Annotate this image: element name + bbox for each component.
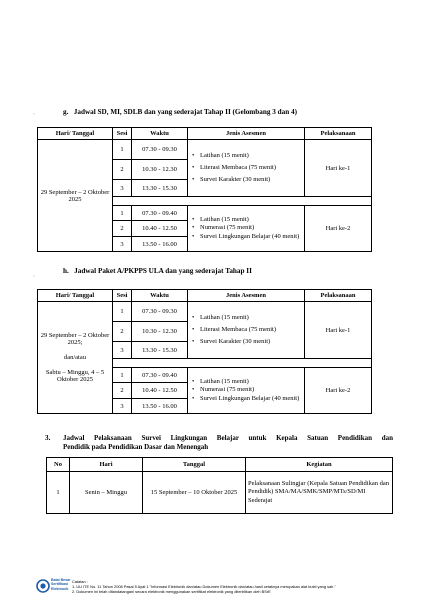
waktu-cell: 07.30 - 09.30	[132, 302, 188, 322]
pelaksanaan-cell: Hari ke-2	[305, 368, 372, 414]
waktu-cell: 13.30 - 15.30	[132, 180, 188, 197]
asesmen-item: • Survei Lingkungan Belajar (40 menit)	[200, 233, 302, 242]
asesmen-item: • Survei Lingkungan Belajar (40 menit)	[200, 395, 302, 404]
bsre-logo	[36, 576, 70, 600]
margin-tick: `	[33, 276, 35, 282]
table-row	[38, 140, 372, 160]
asesmen-item: • Literasi Membaca (75 menit)	[200, 324, 302, 336]
kegiatan-cell: Pelaksanaan Sulingjar (Kepala Satuan Pendidikan dan Pendidik) SMA/MA/SMK/SMP/MTs/SD/MI Sederajat	[246, 472, 393, 514]
tanggal-cell: 15 September – 10 Oktober 2025	[143, 472, 246, 514]
waktu-cell: 10.30 - 12.30	[132, 322, 188, 342]
table-header-row	[38, 128, 372, 140]
schedule-table-h	[37, 289, 372, 414]
waktu-cell: 10.40 - 12.50	[132, 221, 188, 237]
asesmen-item: • Latihan (15 menit)	[200, 378, 302, 387]
margin-tick: `	[33, 114, 35, 120]
waktu-cell: 07.30 - 09.40	[132, 206, 188, 221]
asesmen-item: • Latihan (15 menit)	[200, 150, 302, 162]
table-row	[47, 472, 393, 514]
sesi-cell: 1	[113, 140, 132, 160]
asesmen-cell	[188, 206, 305, 252]
header-jenis-asesmen: Jenis Asesmen	[188, 128, 305, 140]
header-waktu: Waktu	[132, 290, 188, 302]
asesmen-item: • Survei Karakter (30 menit)	[200, 336, 302, 348]
section-3-number: 3.	[45, 434, 51, 442]
asesmen-item: • Literasi Membaca (75 menit)	[200, 162, 302, 174]
sulingjar-table	[46, 457, 393, 514]
header-pelaksanaan: Pelaksanaan	[305, 128, 372, 140]
header-jenis-asesmen: Jenis Asesmen	[188, 290, 305, 302]
sesi-cell: 3	[113, 342, 132, 359]
asesmen-cell	[188, 302, 305, 359]
asesmen-item: • Numerasi (75 menit)	[200, 386, 302, 395]
sesi-cell: 2	[113, 383, 132, 399]
table-header-row	[47, 458, 393, 472]
section-g-title: g. Jadwal SD, MI, SDLB dan yang sederajat Tahap II (Gelombang 3 dan 4)	[63, 108, 298, 116]
asesmen-cell	[188, 368, 305, 414]
asesmen-item: • Latihan (15 menit)	[200, 216, 302, 225]
date-line-1: 29 September – 2 Oktober 2025;	[40, 332, 110, 346]
header-sesi: Sesi	[113, 128, 132, 140]
schedule-table-g	[37, 127, 372, 252]
bsre-logo-icon	[36, 579, 50, 593]
header-no: No	[47, 458, 70, 472]
notes-title: Catatan :	[72, 579, 88, 584]
date-cell	[38, 302, 113, 414]
waktu-cell: 13.30 - 15.30	[132, 342, 188, 359]
sesi-cell: 2	[113, 160, 132, 180]
date-line-2: Sabtu – Minggu, 4 – 5 Oktober 2025	[45, 369, 105, 383]
header-waktu: Waktu	[132, 128, 188, 140]
table-header-row	[38, 290, 372, 302]
waktu-cell: 13.50 - 16.00	[132, 399, 188, 414]
section-3-title-line-2: Pendidik pada Pendidikan Dasar dan Menengah	[63, 443, 209, 451]
spacer-cell	[113, 197, 372, 206]
sesi-cell: 3	[113, 237, 132, 252]
sesi-cell: 3	[113, 399, 132, 414]
date-connector: dan/atau	[63, 354, 87, 361]
waktu-cell: 13.50 - 16.00	[132, 237, 188, 252]
header-hari-tanggal: Hari/ Tanggal	[38, 290, 113, 302]
waktu-cell: 10.40 - 12.50	[132, 383, 188, 399]
sesi-cell: 1	[113, 206, 132, 221]
waktu-cell: 07.30 - 09.40	[132, 368, 188, 383]
section-h-title: h. Jadwal Paket A/PKPPS ULA dan yang sederajat Tahap II	[63, 267, 252, 275]
date-cell: 29 September – 2 Oktober 2025	[38, 140, 113, 252]
header-hari: Hari	[70, 458, 143, 472]
asesmen-cell	[188, 140, 305, 197]
footer-notes	[72, 579, 336, 594]
asesmen-item: • Numerasi (75 menit)	[200, 224, 302, 233]
waktu-cell: 10.30 - 12.30	[132, 160, 188, 180]
header-kegiatan: Kegiatan	[246, 458, 393, 472]
pelaksanaan-cell: Hari ke-1	[305, 302, 372, 359]
hari-cell: Senin – Minggu	[70, 472, 143, 514]
section-3-title-line-1: Jadwal Pelaksanaan Survei Lingkungan Belajar untuk Kepala Satuan Pendidikan dan	[63, 434, 393, 442]
pelaksanaan-cell: Hari ke-2	[305, 206, 372, 252]
sesi-cell: 3	[113, 180, 132, 197]
spacer-cell	[113, 359, 372, 368]
sesi-cell: 2	[113, 322, 132, 342]
table-row	[38, 302, 372, 322]
note-2: 2. Dokumen ini telah ditandatangani secara elektronik menggunakan sertifikat elektronik yang diterbitkan oleh BSrE	[72, 589, 271, 594]
note-1: 1. UU ITE No. 11 Tahun 2008 Pasal 5 Ayat 1 "Informasi Elektronik dan/atau Dokumen Elektronik dan/atau hasil cetaknya merupakan alat bukti yang sah."	[72, 584, 336, 589]
sesi-cell: 1	[113, 302, 132, 322]
header-hari-tanggal: Hari/ Tanggal	[38, 128, 113, 140]
bsre-logo-text: Balai Besar Sertifikasi Elektronik	[51, 578, 71, 591]
asesmen-item: • Survei Karakter (30 menit)	[200, 174, 302, 186]
header-pelaksanaan: Pelaksanaan	[305, 290, 372, 302]
sesi-cell: 1	[113, 368, 132, 383]
waktu-cell: 07.30 - 09.30	[132, 140, 188, 160]
asesmen-item: • Latihan (15 menit)	[200, 312, 302, 324]
header-tanggal: Tanggal	[143, 458, 246, 472]
sesi-cell: 2	[113, 221, 132, 237]
no-cell: 1	[47, 472, 70, 514]
header-sesi: Sesi	[113, 290, 132, 302]
pelaksanaan-cell: Hari ke-1	[305, 140, 372, 197]
